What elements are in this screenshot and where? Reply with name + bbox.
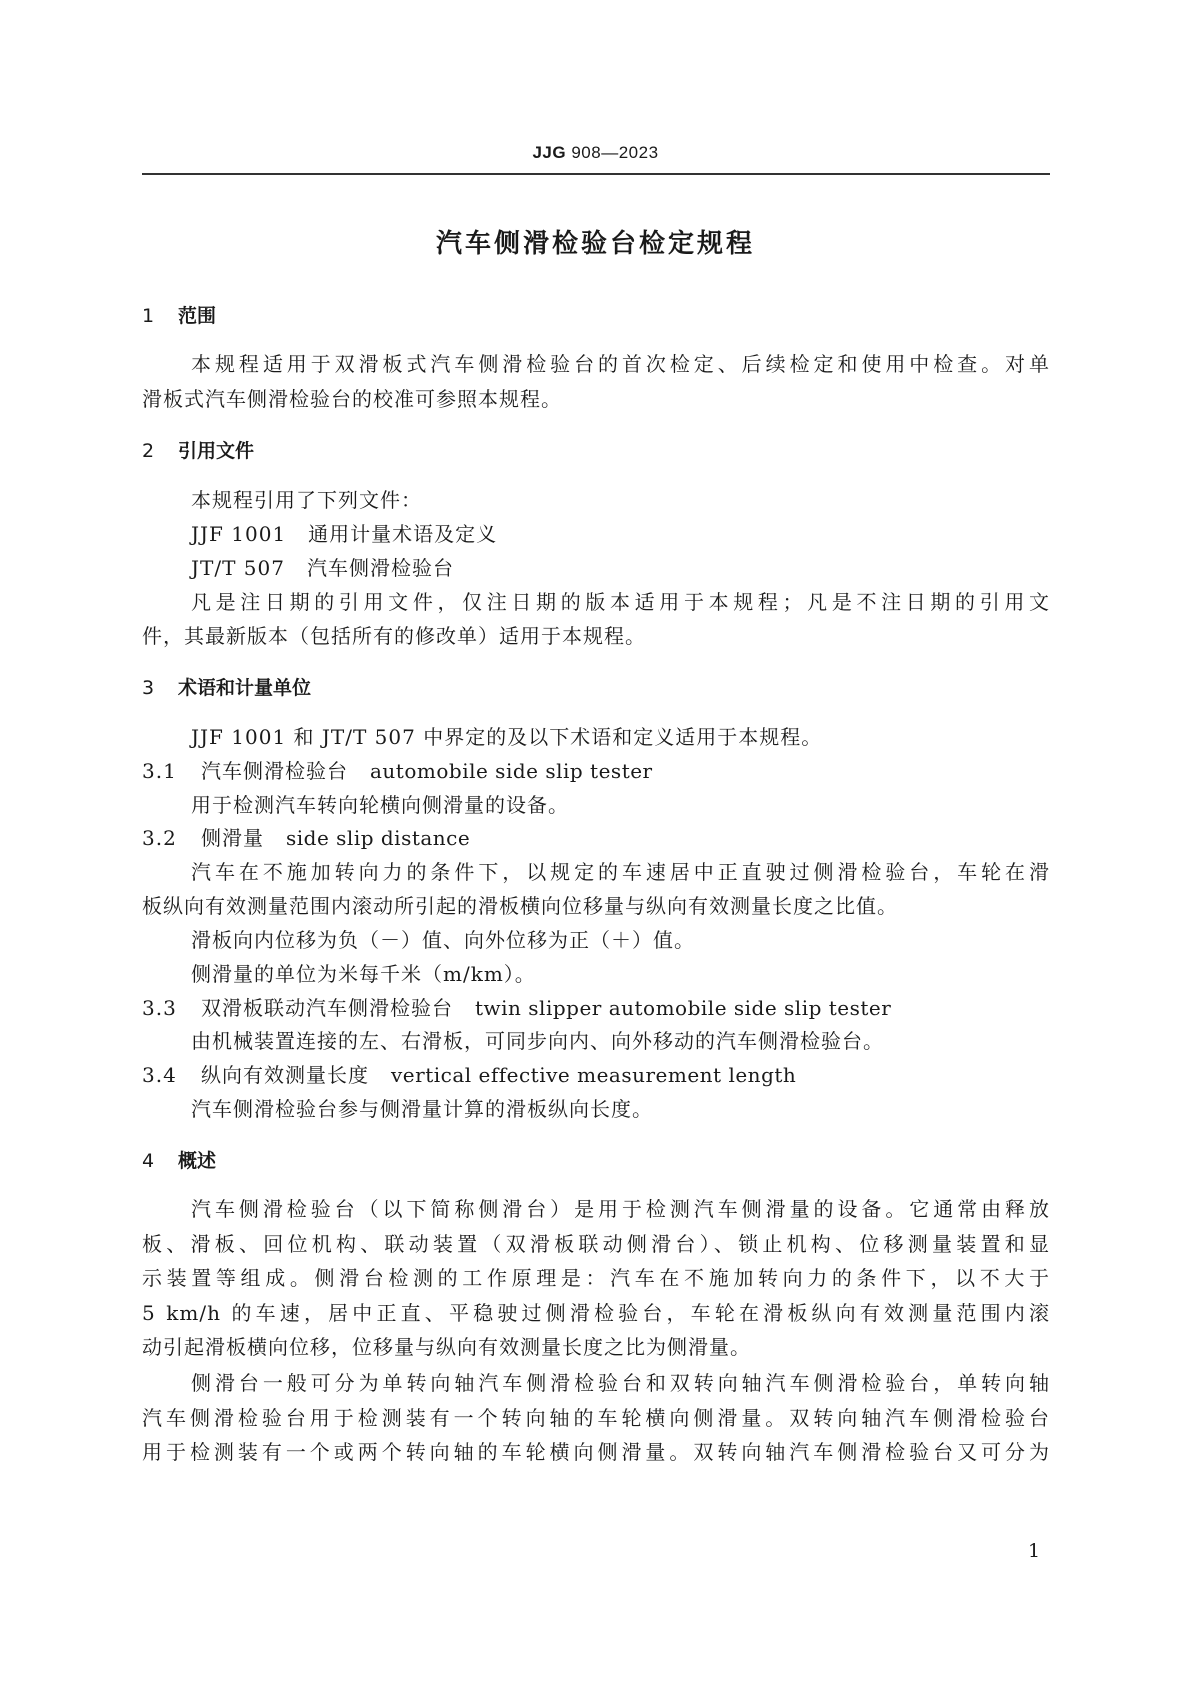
term-number: 3.1 — [142, 759, 177, 783]
section-2-heading — [142, 436, 254, 463]
paragraph-line: 汽车侧滑检验台用于检测装有一个转向轴的车轮横向侧滑量。双转向轴汽车侧滑检验台 — [142, 1406, 1050, 1430]
term-en: vertical effective measurement length — [391, 1063, 797, 1087]
term-definition: 板纵向有效测量范围内滚动所引起的滑板横向位移量与纵向有效测量长度之比值。 — [142, 894, 898, 918]
term-en: side slip distance — [286, 826, 471, 850]
header-rule — [142, 173, 1050, 175]
paragraph-line: 侧滑台一般可分为单转向轴汽车侧滑检验台和双转向轴汽车侧滑检验台，单转向轴 — [191, 1371, 1050, 1395]
section-number: 3 — [142, 677, 155, 699]
paragraph-line: 板、滑板、回位机构、联动装置（双滑板联动侧滑台）、锁止机构、位移测量装置和显 — [142, 1232, 1050, 1256]
paragraph-line: 本规程适用于双滑板式汽车侧滑检验台的首次检定、后续检定和使用中检查。对单 — [191, 352, 1050, 376]
term-heading — [142, 755, 653, 784]
section-title: 概述 — [178, 1150, 217, 1172]
section-1-heading — [142, 301, 216, 328]
paragraph-line: 滑板式汽车侧滑检验台的校准可参照本规程。 — [142, 387, 562, 411]
section-title: 范围 — [178, 305, 217, 327]
header-code: JJG — [532, 143, 567, 162]
paragraph-line: 本规程引用了下列文件： — [191, 488, 422, 512]
term-number: 3.2 — [142, 826, 177, 850]
section-number: 1 — [142, 305, 155, 327]
term-heading — [142, 992, 891, 1021]
section-number: 2 — [142, 440, 155, 462]
standard-header — [0, 143, 1191, 163]
reference-item — [191, 518, 497, 547]
reference-title: 汽车侧滑检验台 — [306, 556, 454, 580]
paragraph-line: 示装置等组成。侧滑台检测的工作原理是：汽车在不施加转向力的条件下，以不大于 — [142, 1266, 1050, 1290]
paragraph-line: 件，其最新版本（包括所有的修改单）适用于本规程。 — [142, 624, 646, 648]
document-title: 汽车侧滑检验台检定规程 — [435, 229, 755, 259]
term-heading — [142, 1059, 796, 1088]
header-number: 908—2023 — [571, 143, 659, 162]
term-heading — [142, 822, 470, 851]
paragraph-line: JJF 1001 和 JT/T 507 中界定的及以下术语和定义适用于本规程。 — [191, 725, 823, 749]
paragraph-line: 汽车侧滑检验台（以下简称侧滑台）是用于检测汽车侧滑量的设备。它通常由释放 — [191, 1197, 1050, 1221]
paragraph-line: 凡是注日期的引用文件，仅注日期的版本适用于本规程；凡是不注日期的引用文 — [191, 590, 1050, 614]
term-definition: 用于检测汽车转向轮横向侧滑量的设备。 — [191, 793, 569, 817]
term-number: 3.3 — [142, 996, 177, 1020]
term-note: 滑板向内位移为负（－）值、向外位移为正（＋）值。 — [191, 928, 695, 952]
paragraph-line: 动引起滑板横向位移，位移量与纵向有效测量长度之比为侧滑量。 — [142, 1335, 751, 1359]
paragraph-line: 5 km/h 的车速，居中正直、平稳驶过侧滑检验台，车轮在滑板纵向有效测量范围内滚 — [142, 1301, 1050, 1325]
term-definition: 由机械装置连接的左、右滑板，可同步向内、向外移动的汽车侧滑检验台。 — [191, 1029, 884, 1053]
page-number: 1 — [1028, 1540, 1041, 1562]
reference-item — [191, 552, 454, 581]
section-title: 引用文件 — [178, 440, 255, 462]
section-3-heading — [142, 673, 311, 700]
reference-code: JT/T 507 — [191, 556, 285, 580]
term-zh: 纵向有效测量长度 — [201, 1063, 369, 1087]
term-zh: 汽车侧滑检验台 — [201, 759, 348, 783]
term-definition: 汽车侧滑检验台参与侧滑量计算的滑板纵向长度。 — [191, 1097, 653, 1121]
paragraph-line: 用于检测装有一个或两个转向轴的车轮横向侧滑量。双转向轴汽车侧滑检验台又可分为 — [142, 1440, 1050, 1464]
term-note: 侧滑量的单位为米每千米（m/km）。 — [191, 962, 536, 986]
term-en: twin slipper automobile side slip tester — [475, 996, 892, 1020]
section-title: 术语和计量单位 — [178, 677, 312, 699]
term-number: 3.4 — [142, 1063, 177, 1087]
term-en: automobile side slip tester — [370, 759, 653, 783]
term-zh: 侧滑量 — [201, 826, 264, 850]
reference-code: JJF 1001 — [191, 522, 287, 546]
term-definition: 汽车在不施加转向力的条件下，以规定的车速居中正直驶过侧滑检验台，车轮在滑 — [191, 860, 1050, 884]
section-number: 4 — [142, 1150, 155, 1172]
reference-title: 通用计量术语及定义 — [308, 522, 498, 546]
term-zh: 双滑板联动汽车侧滑检验台 — [201, 996, 453, 1020]
section-4-heading — [142, 1146, 216, 1173]
